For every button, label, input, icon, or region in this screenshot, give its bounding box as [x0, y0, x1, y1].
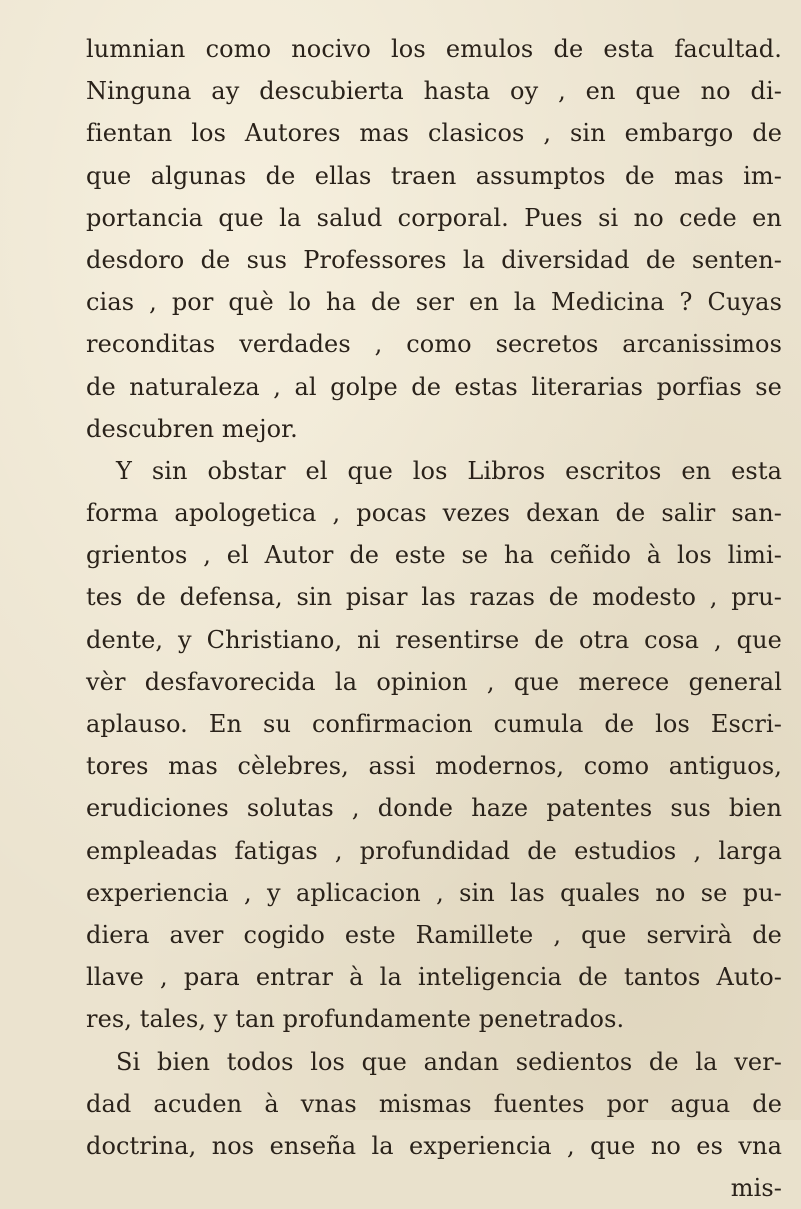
text-line-26: dad acuden à vnas mismas fuentes por agua de — [86, 1089, 782, 1118]
text-line-13: grientos , el Autor de este se ha ceñido à los limi- — [86, 541, 782, 570]
text-line-3: fientan los Autores mas clasicos , sin embargo de — [86, 119, 782, 148]
text-line-21: experiencia , y aplicacion , sin las quales no se pu- — [86, 878, 782, 907]
text-line-15: dente, y Christiano, ni resentirse de otra cosa , que — [86, 625, 782, 654]
text-line-16: vèr desfavorecida la opinion , que merece general — [86, 667, 782, 696]
text-line-23: llave , para entrar à la inteligencia de tantos Auto- — [86, 963, 782, 992]
text-line-8: reconditas verdades , como secretos arcanissimos — [86, 330, 782, 359]
text-line-27: doctrina, nos enseña la experiencia , que no es vna — [86, 1131, 782, 1160]
text-line-1: lumnian como nocivo los emulos de esta facultad. — [86, 35, 782, 63]
text-line-7: cias , por què lo ha de ser en la Medicina ? Cuyas — [86, 288, 782, 317]
text-line-5: portancia que la salud corporal. Pues si no cede en — [86, 203, 782, 232]
text-line-4: que algunas de ellas traen assumptos de mas im- — [86, 161, 782, 190]
text-line-14: tes de defensa, sin pisar las razas de modesto , pru- — [86, 583, 782, 612]
text-line-10: descubren mejor. — [86, 414, 298, 443]
page-text — [86, 28, 782, 1209]
text-line-9: de naturaleza , al golpe de estas literarias porfias se — [86, 372, 782, 401]
text-line-25: Si bien todos los que andan sedientos de la ver- — [116, 1047, 782, 1076]
text-line-18: tores mas cèlebres, assi modernos, como antiguos, — [86, 752, 782, 781]
text-line-19: erudiciones solutas , donde haze patentes sus bien — [86, 794, 782, 823]
catchword: mis- — [730, 1174, 782, 1203]
text-line-2: Ninguna ay descubierta hasta oy , en que no di- — [86, 77, 782, 106]
text-line-20: empleadas fatigas , profundidad de estudios , larga — [86, 836, 782, 865]
text-line-17: aplauso. En su confirmacion cumula de los Escri- — [86, 710, 782, 738]
text-line-6: desdoro de sus Professores la diversidad de senten- — [86, 245, 782, 274]
text-line-22: diera aver cogido este Ramillete , que servirà de — [86, 920, 782, 949]
text-line-12: forma apologetica , pocas vezes dexan de salir san- — [86, 499, 782, 528]
text-line-24: res, tales, y tan profundamente penetrados. — [86, 1005, 625, 1034]
text-line-11: Y sin obstar el que los Libros escritos en esta — [116, 456, 782, 485]
